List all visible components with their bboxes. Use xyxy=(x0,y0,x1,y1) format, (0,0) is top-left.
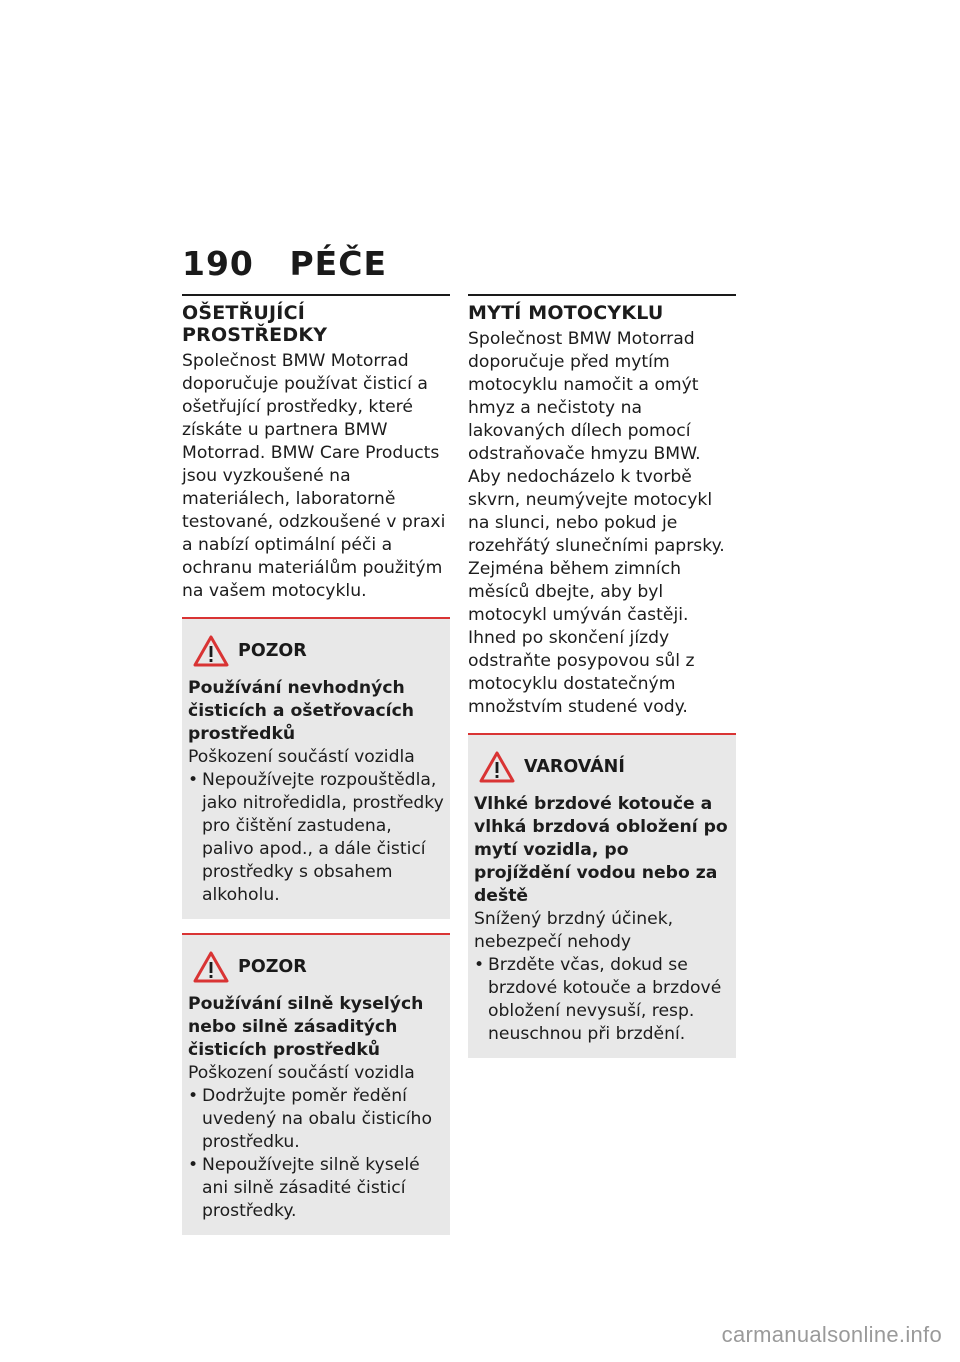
notice-consequence: Poškození součástí vozidla xyxy=(188,1063,415,1083)
bullet-item: • Nepoužívejte silně kyselé ani silně zásadité čisticí prostředky. xyxy=(188,1154,444,1223)
left-column xyxy=(182,294,450,1235)
watermark: carmanualsonline.info xyxy=(721,1322,942,1347)
notice-title: Používání silně kyselých nebo silně zásaditých čisticích prostředků xyxy=(188,994,424,1060)
page-header xyxy=(182,244,387,283)
paragraph: Ihned po skončení jízdy odstraňte posypovou sůl z motocyklu dostatečným množstvím studené vody. xyxy=(468,628,695,717)
notice-header xyxy=(188,631,444,671)
bullet-item: • Brzděte včas, dokud se brzdové kotouče a brzdové obložení nevysuší, resp. neuschnou při brzdění. xyxy=(474,954,730,1046)
page-number: 190 xyxy=(182,244,254,283)
section-title-washing: MYTÍ MOTOCYKLU xyxy=(468,302,664,324)
notice-title: Vlhké brzdové kotouče a vlhká brzdová obložení po mytí vozidla, po projíždění vodou nebo za deště xyxy=(474,794,728,906)
notice-consequence: Snížený brzdný účinek, nebezpečí nehody xyxy=(474,909,674,952)
bullet-item: • Dodržujte poměr ředění uvedený na obalu čisticího prostředku. xyxy=(188,1085,444,1154)
paragraph: Zejména během zimních měsíců dbejte, aby byl motocykl umýván častěji. xyxy=(468,559,689,625)
bullet-item: • Nepoužívejte rozpouštědla, jako nitroředidla, prostředky pro čištění zastudena, palivo apod., a dále čisticí prostředky s obsahem alkoholu. xyxy=(188,769,444,907)
washing-body xyxy=(468,328,736,719)
paragraph: Společnost BMW Motorrad doporučuje používat čisticí a ošetřující prostředky, které získáte u partnera BMW Motorrad. BMW Care Products jsou vyzkoušené na materiálech, laboratorně testované, odzkoušené v praxi a nabízí optimální péči a ochranu materiálům použitým na vašem motocyklu. xyxy=(182,351,446,601)
warning-notice xyxy=(468,733,736,1058)
notice-bullets xyxy=(188,769,444,907)
care-products-body xyxy=(182,350,450,603)
section-title-care-products: OŠETŘUJÍCÍ PROSTŘEDKY xyxy=(182,302,328,346)
warning-triangle-icon xyxy=(192,634,230,668)
notice-consequence: Poškození součástí vozidla xyxy=(188,747,415,767)
section-rule xyxy=(182,294,450,296)
warning-triangle-icon xyxy=(192,950,230,984)
right-column xyxy=(468,294,736,1058)
notice-label: POZOR xyxy=(238,957,307,977)
notice-header xyxy=(188,947,444,987)
caution-notice-1 xyxy=(182,617,450,919)
notice-label: VAROVÁNÍ xyxy=(524,757,625,777)
warning-triangle-icon xyxy=(478,750,516,784)
notice-title: Používání nevhodných čisticích a ošetřovacích prostředků xyxy=(188,678,414,744)
caution-notice-2 xyxy=(182,933,450,1235)
notice-header xyxy=(474,747,730,787)
chapter-title: PÉČE xyxy=(289,244,387,283)
paragraph: Společnost BMW Motorrad doporučuje před mytím motocyklu namočit a omýt hmyz a nečistoty na lakovaných dílech pomocí odstraňovače hmyzu BMW. xyxy=(468,329,701,464)
paragraph: Aby nedocházelo k tvorbě skvrn, neumývejte motocykl na slunci, nebo pokud je rozehřátý slunečními paprsky. xyxy=(468,467,725,556)
notice-label: POZOR xyxy=(238,641,307,661)
notice-bullets xyxy=(188,1085,444,1223)
section-rule xyxy=(468,294,736,296)
notice-bullets xyxy=(474,954,730,1046)
